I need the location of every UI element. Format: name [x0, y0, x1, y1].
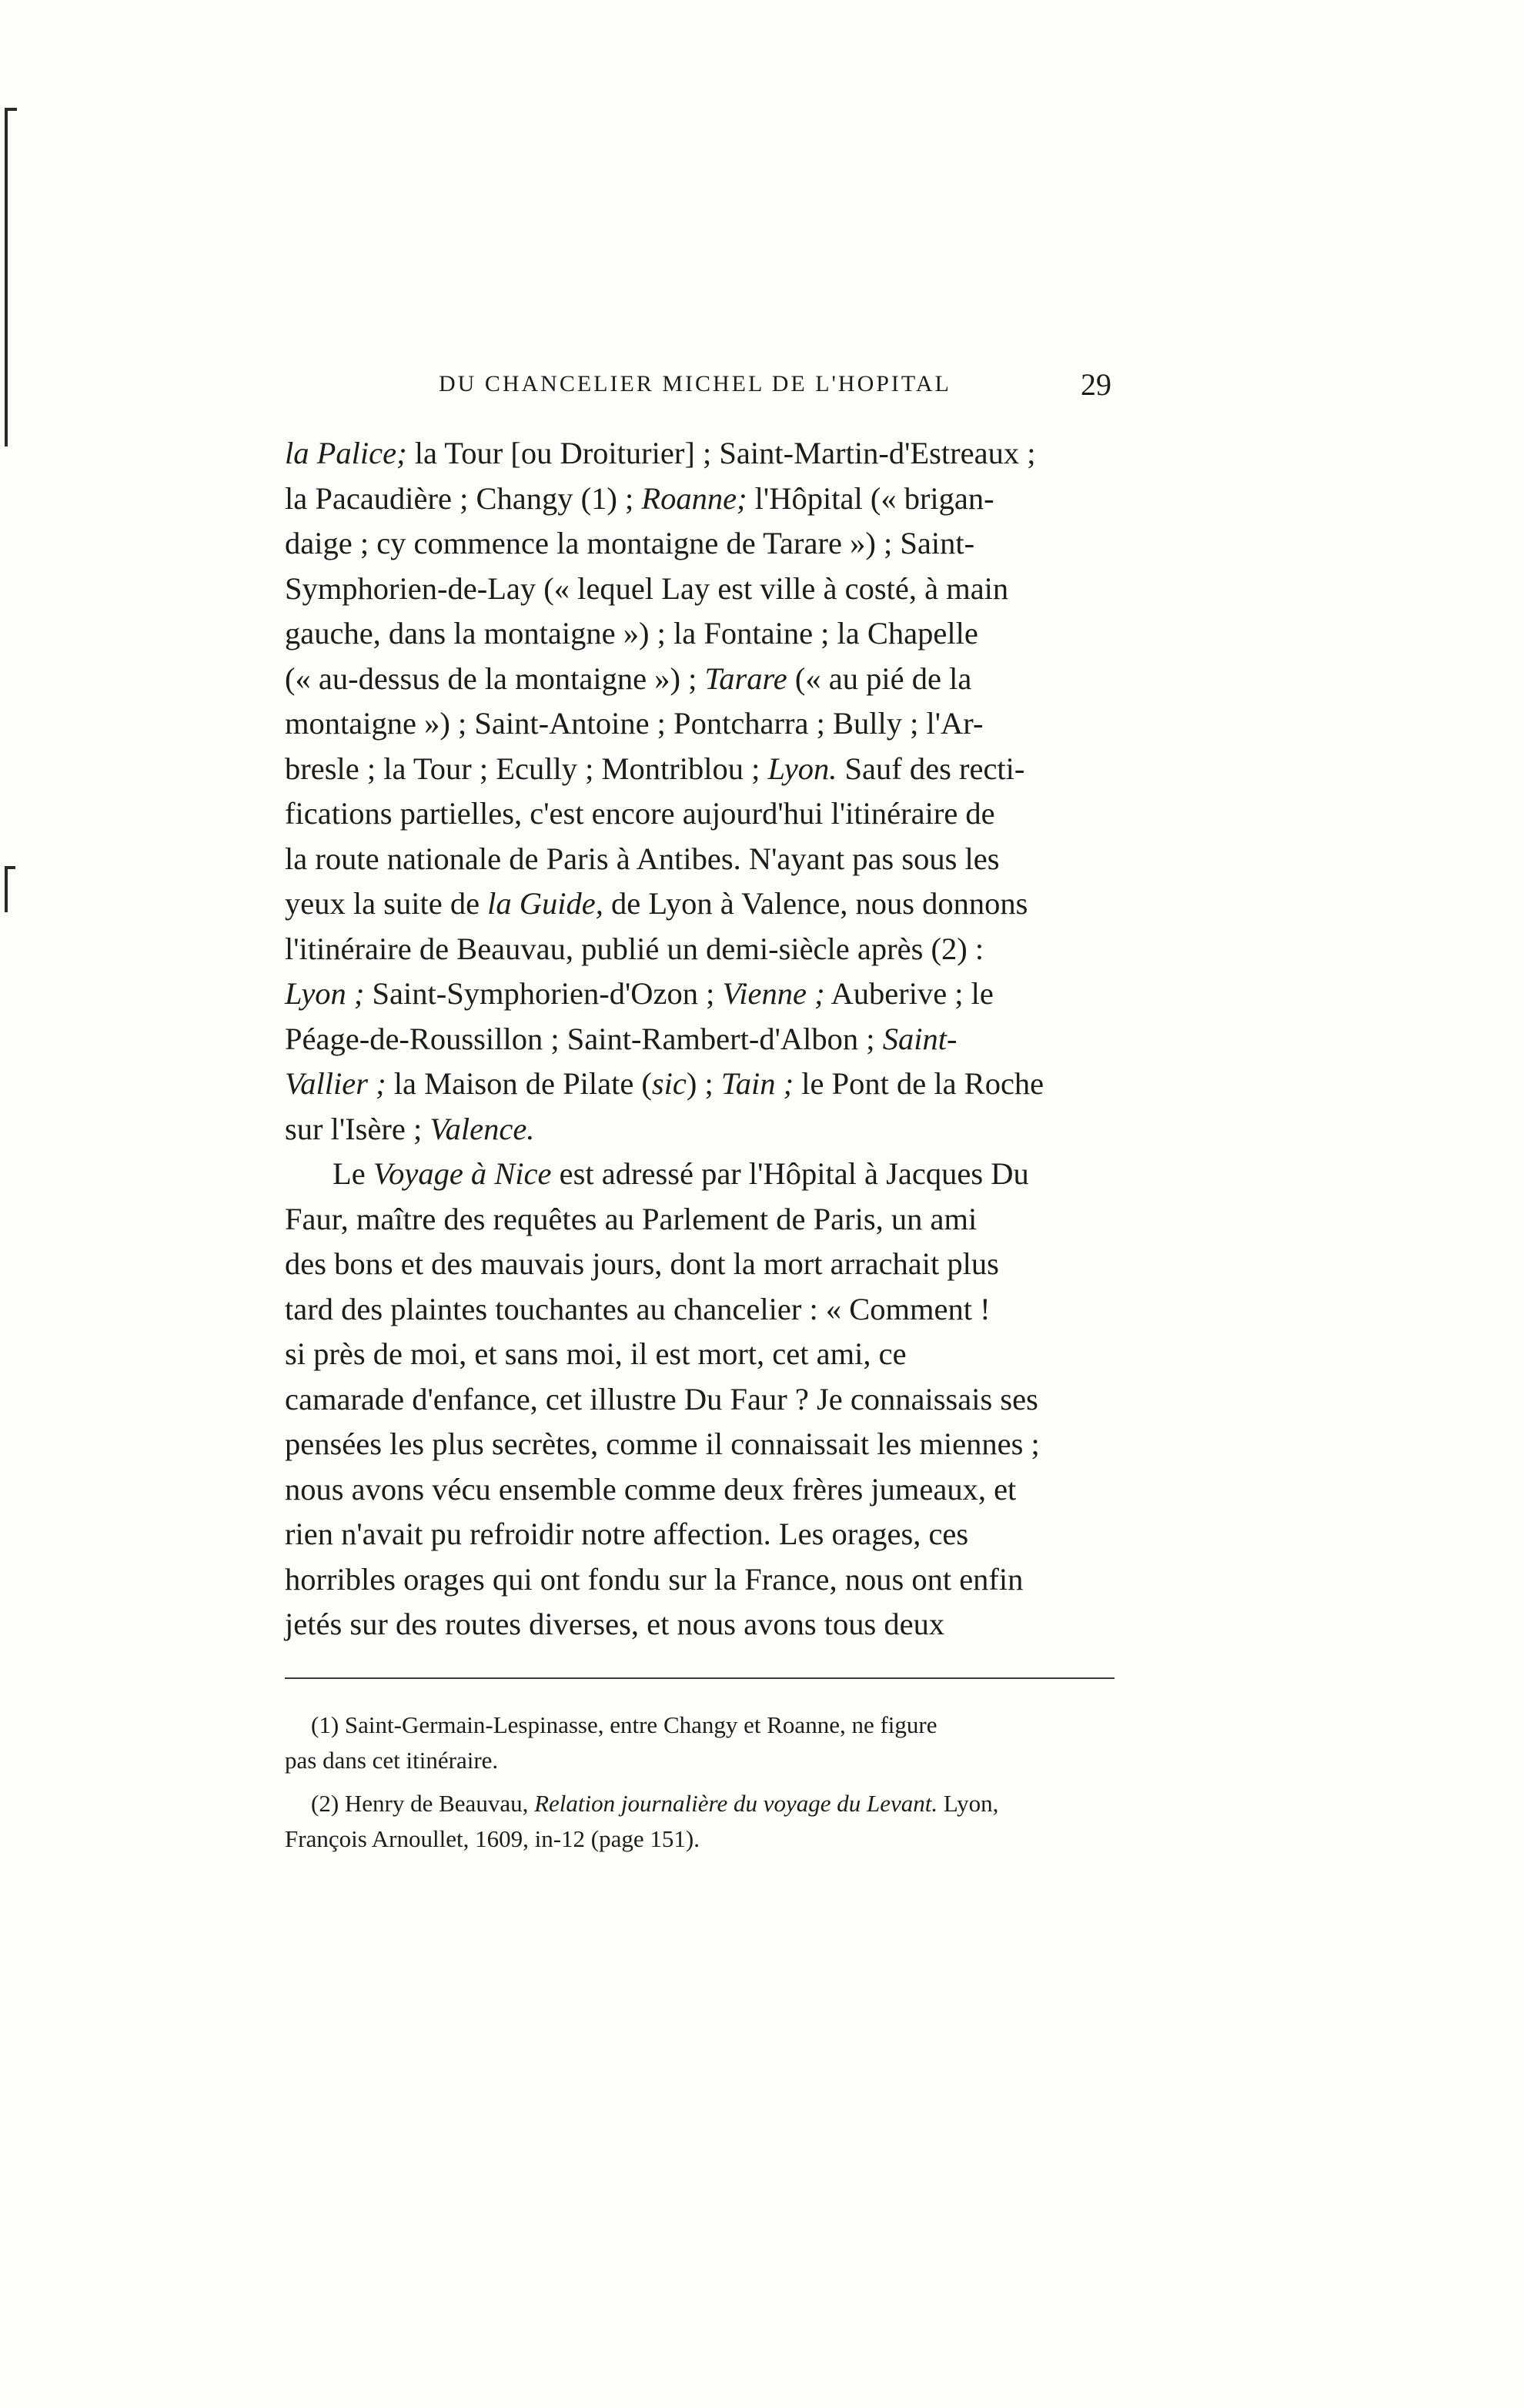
- footnote-text: pas dans cet itinéraire.: [285, 1747, 499, 1774]
- footnote-2: [285, 1786, 1115, 1821]
- text-line: [285, 837, 1115, 882]
- line-text: tard des plaintes touchantes au chancelier : « Comment !: [285, 1291, 991, 1326]
- line-text: si près de moi, et sans moi, il est mort, cet ami, ce: [285, 1336, 907, 1371]
- text-line: [285, 1557, 1115, 1603]
- line-text: gauche, dans la montaigne ») ; la Fontaine ; la Chapelle: [285, 616, 978, 650]
- place-name: la Palice;: [285, 436, 407, 470]
- line-text: camarade d'enfance, cet illustre Du Faur ? Je connaissais ses: [285, 1381, 1038, 1416]
- text-line: [285, 881, 1115, 927]
- place-name: Lyon ;: [285, 976, 365, 1011]
- text-line: [285, 567, 1115, 612]
- footnote-text: (2) Henry de Beauvau,: [311, 1790, 535, 1817]
- scan-edge-mark: [5, 866, 15, 869]
- line-text: l'Hôpital (« brigan-: [747, 480, 994, 516]
- text-line: [285, 972, 1115, 1017]
- text-line: [285, 1287, 1115, 1333]
- footnote-text: François Arnoullet, 1609, in-12 (page 151).: [285, 1825, 700, 1852]
- place-name: Tain ;: [720, 1066, 794, 1101]
- page-number: 29: [1081, 367, 1111, 402]
- text-line: [285, 1512, 1115, 1557]
- footnote-text: (1) Saint-Germain-Lespinasse, entre Changy et Roanne, ne figure: [311, 1711, 937, 1738]
- text-line: [285, 1152, 1115, 1197]
- line-text: de Lyon à Valence, nous donnons: [603, 886, 1028, 921]
- text-line: [285, 701, 1115, 747]
- place-name: Roanne;: [641, 480, 747, 516]
- line-text: Saint-Symphorien-d'Ozon ;: [364, 976, 723, 1011]
- line-text: ) ;: [686, 1066, 721, 1101]
- text-line: [285, 1107, 1115, 1152]
- text-line: [285, 791, 1115, 837]
- running-head: [285, 367, 1115, 417]
- line-text: rien n'avait pu refroidir notre affection. Les orages, ces: [285, 1517, 969, 1551]
- line-text: la Maison de Pilate (: [386, 1066, 652, 1101]
- line-text: la Pacaudière ; Changy (1) ;: [285, 480, 642, 516]
- running-title: DU CHANCELIER MICHEL DE L'HOPITAL: [439, 371, 951, 396]
- line-text: Le: [333, 1156, 373, 1191]
- footnote-1-continued: [285, 1743, 1115, 1778]
- text-line: [285, 1332, 1115, 1377]
- line-text: (« au pié de la: [787, 661, 972, 696]
- text-line: [285, 521, 1115, 567]
- place-name: Saint-: [882, 1021, 958, 1056]
- scan-edge-mark: [5, 108, 17, 111]
- scan-edge-mark: [5, 108, 8, 446]
- line-text: des bons et des mauvais jours, dont la mort arrachait plus: [285, 1246, 999, 1281]
- footnotes: [285, 1707, 1115, 1857]
- line-text: bresle ; la Tour ; Ecully ; Montriblou ;: [285, 751, 768, 786]
- line-text: sur l'Isère ;: [285, 1111, 430, 1146]
- line-text: fications partielles, c'est encore aujourd'hui l'itinéraire de: [285, 796, 995, 831]
- footnote-1: [285, 1707, 1115, 1743]
- line-text: horribles orages qui ont fondu sur la France, nous ont enfin: [285, 1561, 1024, 1597]
- text-line: [285, 1017, 1115, 1062]
- text-line: [285, 611, 1115, 657]
- place-name: Tarare: [704, 661, 787, 696]
- text-line: [285, 657, 1115, 702]
- line-text: montaigne ») ; Saint-Antoine ; Pontcharra ; Bully ; l'Ar-: [285, 706, 984, 741]
- line-text: daige ; cy commence la montaigne de Tarare ») ; Saint-: [285, 526, 975, 560]
- line-text: est adressé par l'Hôpital à Jacques Du: [551, 1156, 1029, 1191]
- place-name: Vallier ;: [285, 1066, 386, 1101]
- text-line: [285, 1377, 1115, 1423]
- line-text: l'itinéraire de Beauvau, publié un demi-siècle après (2) :: [285, 931, 984, 966]
- line-text: yeux la suite de: [285, 886, 488, 921]
- text-line: [285, 1467, 1115, 1513]
- footnote-text: Lyon,: [937, 1790, 999, 1817]
- line-text: nous avons vécu ensemble comme deux frères jumeaux, et: [285, 1471, 1017, 1507]
- line-text: (« au-dessus de la montaigne ») ;: [285, 661, 705, 696]
- text-line: [285, 1422, 1115, 1467]
- line-text: le Pont de la Roche: [794, 1066, 1044, 1101]
- text-line: [285, 1197, 1115, 1242]
- place-name: Valence.: [429, 1111, 535, 1146]
- line-text: Péage-de-Roussillon ; Saint-Rambert-d'Albon ;: [285, 1021, 883, 1056]
- line-text: la Tour [ou Droiturier] ; Saint-Martin-d'Estreaux ;: [406, 436, 1036, 470]
- title-ref: la Guide,: [487, 886, 603, 921]
- text-line: [285, 1062, 1115, 1107]
- line-text: pensées les plus secrètes, comme il connaissait les miennes ;: [285, 1426, 1040, 1461]
- text-line: [285, 431, 1115, 477]
- line-text: la route nationale de Paris à Antibes. N'ayant pas sous les: [285, 841, 1000, 876]
- text-line: [285, 927, 1115, 972]
- line-text: Sauf des recti-: [837, 751, 1025, 786]
- title-ref: Voyage à Nice: [373, 1156, 552, 1191]
- line-text: Faur, maître des requêtes au Parlement de Paris, un ami: [285, 1201, 978, 1236]
- place-name: Vienne ;: [722, 976, 825, 1011]
- text-line: [285, 1242, 1115, 1287]
- text-line: [285, 1602, 1115, 1647]
- title-ref: Relation journalière du voyage du Levant.: [534, 1790, 938, 1817]
- sic-note: sic: [651, 1066, 687, 1101]
- line-text: Auberive ; le: [824, 976, 994, 1011]
- footnote-2-continued: [285, 1821, 1115, 1857]
- scan-edge-mark: [5, 866, 8, 912]
- line-text: jetés sur des routes diverses, et nous avons tous deux: [285, 1607, 945, 1641]
- text-line: [285, 477, 1115, 522]
- line-text: Symphorien-de-Lay (« lequel Lay est ville à costé, à main: [285, 570, 1009, 606]
- text-line: [285, 747, 1115, 792]
- body-text: [285, 431, 1115, 1647]
- place-name: Lyon.: [767, 751, 837, 786]
- footnote-divider: [285, 1677, 1115, 1679]
